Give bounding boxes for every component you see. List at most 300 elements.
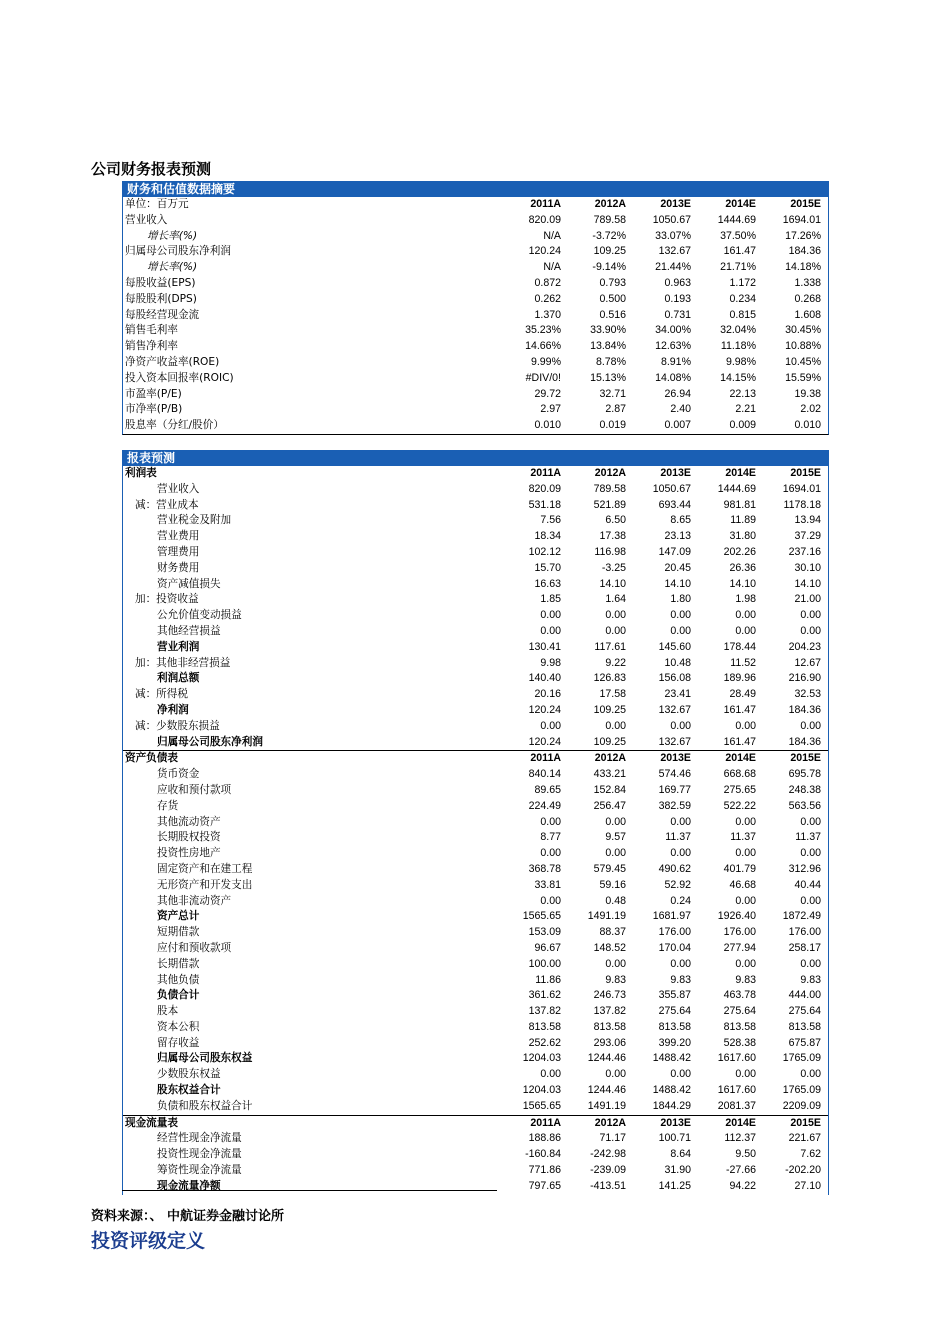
row-value: 0.963 [664,276,691,289]
forecast-table [122,450,829,1195]
row-value: 14.10 [599,577,626,590]
row-label: 归属母公司股东净利润 [157,735,263,748]
section-title: 现金流量表 [125,1116,178,1129]
row-value: 21.44% [655,261,691,274]
row-value: 15.13% [590,371,626,384]
row-value: 13.84% [590,340,626,353]
row-value: -239.09 [590,1164,626,1177]
col-header: 2015E [790,467,821,479]
row-label: 减：所得税 [135,688,188,701]
row-value: 37.50% [720,229,756,242]
row-value: 0.00 [735,847,756,860]
row-value: 109.25 [593,245,626,258]
col-header: 2011A [530,752,561,765]
row-value: 100.71 [658,1132,691,1145]
row-value: 117.61 [594,640,626,653]
row-value: 109.25 [593,703,626,716]
row-value: 9.57 [605,831,626,844]
row-value: 14.10 [664,577,691,590]
row-value: 109.25 [593,735,626,748]
table-row [123,1179,828,1195]
table-row [123,1083,828,1099]
row-value: 0.00 [735,957,756,970]
row-value: 0.007 [664,419,691,432]
row-label: 无形资产和开发支出 [157,878,253,891]
col-header: 2013E [660,467,691,479]
table-row [123,973,828,989]
row-value: 0.793 [599,276,626,289]
unit-label: 单位：百万元 [125,198,189,210]
row-value: 9.83 [800,973,821,986]
row-label: 加：投资收益 [135,593,199,606]
row-label: 资本公积 [157,1020,200,1033]
row-label: 其他流动资产 [157,815,221,828]
row-value: 293.06 [593,1036,626,1049]
row-value: 0.24 [670,894,691,907]
row-value: 275.64 [723,1005,756,1018]
row-value: 579.45 [593,862,626,875]
row-value: 33.07% [655,229,691,242]
table-row [123,957,828,973]
row-value: 563.56 [788,799,821,812]
row-value: 0.00 [670,719,691,732]
row-value: 26.36 [729,561,756,574]
row-value: 433.21 [593,768,626,781]
forecast-header: 报表预测 [123,450,828,466]
row-value: 71.17 [599,1132,626,1145]
row-value: 1694.01 [782,482,821,495]
row-label: 现金流量净额 [157,1179,221,1192]
row-value: 13.94 [794,514,821,527]
row-value: 797.65 [528,1179,561,1192]
table-row [123,1163,828,1179]
row-value: 19.38 [794,387,821,400]
row-value: 9.99% [530,355,561,368]
row-value: 401.79 [723,862,756,875]
row-value: 0.268 [794,292,821,305]
row-value: 2.40 [670,403,691,416]
row-value: 169.77 [658,783,691,796]
row-value: 21.00 [794,593,821,606]
table-row [123,1147,828,1163]
row-value: 1765.09 [782,1084,821,1097]
row-value: 0.00 [605,719,626,732]
col-header: 2011A [530,1116,561,1129]
row-value: 0.00 [605,1068,626,1081]
row-value: 94.22 [729,1179,756,1192]
row-value: 277.94 [723,941,756,954]
row-value: 31.90 [664,1164,691,1177]
row-value: 1.64 [605,593,626,606]
table-row [123,671,828,687]
row-value: 574.46 [658,768,691,781]
table-row [123,371,828,387]
row-value: 10.48 [664,656,691,669]
table-row [123,1067,828,1083]
col-header: 2014E [725,1116,756,1129]
row-value: 252.62 [528,1036,561,1049]
table-row [123,767,828,783]
row-value: 52.92 [664,878,691,891]
row-label: 营业收入 [125,213,168,226]
row-value: 137.82 [528,1005,561,1018]
col-header: 2014E [725,752,756,765]
row-value: 89.65 [534,783,561,796]
row-value: 148.52 [593,941,626,954]
row-value: 2.02 [800,403,821,416]
row-label: 减：少数股东损益 [135,719,220,732]
row-value: 0.516 [599,308,626,321]
section-title: 利润表 [125,467,157,479]
col-header: 2013E [660,198,691,210]
col-header: 2013E [660,752,691,765]
table-row [123,862,828,878]
row-value: 1491.19 [587,910,626,923]
table-row [123,482,828,498]
row-value: 178.44 [723,640,756,653]
row-value: 20.45 [664,561,691,574]
row-value: 0.00 [800,815,821,828]
row-value: 1050.67 [652,482,691,495]
row-value: 789.58 [593,482,626,495]
row-value: N/A [543,261,561,274]
section-title: 资产负债表 [125,752,178,765]
row-value: 120.24 [528,245,561,258]
row-value: 0.00 [670,609,691,622]
row-value: 9.83 [735,973,756,986]
table-bottom-rule [122,1190,497,1191]
row-value: 161.47 [723,245,756,258]
row-value: 1844.29 [652,1099,691,1112]
row-value: 1681.97 [652,910,691,923]
table-row [123,1036,828,1052]
row-label: 固定资产和在建工程 [157,862,253,875]
row-value: 820.09 [528,213,561,226]
row-value: 813.58 [593,1020,626,1033]
row-value: 7.62 [800,1148,821,1161]
row-value: -413.51 [590,1179,626,1192]
row-value: 35.23% [525,324,561,337]
row-value: 189.96 [723,672,756,685]
table-row [123,1020,828,1036]
row-label: 负债和股东权益合计 [157,1099,253,1112]
row-value: 116.98 [594,545,626,558]
row-value: 0.00 [670,1068,691,1081]
row-value: 156.08 [658,672,691,685]
row-value: 153.09 [528,926,561,939]
row-value: 184.36 [788,703,821,716]
row-value: 221.67 [788,1132,821,1145]
row-value: 1565.65 [522,1099,561,1112]
row-value: 521.89 [593,498,626,511]
col-header: 2012A [594,198,626,210]
row-value: 1872.49 [782,910,821,923]
row-label: 每股收益(EPS) [125,276,196,289]
row-value: 1.608 [794,308,821,321]
row-value: 204.23 [788,640,821,653]
table-row [123,799,828,815]
row-value: 0.00 [735,609,756,622]
row-value: 2081.37 [717,1099,756,1112]
row-label: 其他非流动资产 [157,894,232,907]
row-value: 1491.19 [587,1099,626,1112]
row-value: 88.37 [599,926,626,939]
row-value: 0.00 [800,957,821,970]
row-value: 33.90% [590,324,626,337]
table-row [123,276,828,292]
row-value: 237.16 [788,545,821,558]
row-value: 161.47 [723,703,756,716]
row-label: 存货 [157,799,179,812]
row-value: 120.24 [528,703,561,716]
row-value: 771.86 [528,1164,561,1177]
row-value: 32.71 [599,387,626,400]
row-value: 224.49 [528,799,561,812]
row-label: 市盈率(P/E) [125,387,182,400]
row-value: 0.00 [540,894,561,907]
row-value: 140.40 [528,672,561,685]
table-row [123,1004,828,1020]
row-value: 9.50 [735,1148,756,1161]
col-header: 2012A [594,1116,626,1129]
row-value: 813.58 [528,1020,561,1033]
row-value: 490.62 [658,862,691,875]
table-row [123,418,828,434]
row-label: 每股股利(DPS) [125,292,197,305]
col-header: 2014E [725,198,756,210]
col-header: 2012A [594,467,626,479]
summary-header: 财务和估值数据摘要 [123,181,828,197]
row-value: 22.13 [729,387,756,400]
row-value: 8.77 [540,831,561,844]
row-value: 9.83 [670,973,691,986]
row-value: 355.87 [658,989,691,1002]
row-value: 1204.03 [522,1052,561,1065]
table-row [123,355,828,371]
row-value: 9.22 [605,656,626,669]
row-value: 17.26% [785,229,821,242]
row-value: 15.70 [534,561,561,574]
row-value: 0.00 [670,957,691,970]
row-value: 399.20 [658,1036,691,1049]
row-value: 28.49 [729,688,756,701]
row-value: -3.25 [601,561,626,574]
row-value: 132.67 [658,735,691,748]
row-label: 公允价值变动损益 [157,609,242,622]
table-row [123,608,828,624]
row-value: 126.83 [593,672,626,685]
row-value: 1444.69 [717,482,756,495]
row-value: 59.16 [599,878,626,891]
row-value: 463.78 [723,989,756,1002]
row-value: 0.00 [735,815,756,828]
row-value: 0.00 [735,1068,756,1081]
table-row [123,1051,828,1067]
table-row [123,529,828,545]
table-row [123,513,828,529]
row-value: 1204.03 [522,1084,561,1097]
row-label: 每股经营现金流 [125,308,200,321]
row-label: 应收和预付款项 [157,783,232,796]
row-value: 10.88% [785,340,821,353]
row-value: 37.29 [794,530,821,543]
table-row [123,498,828,514]
table-row [123,735,828,751]
row-value: 813.58 [788,1020,821,1033]
row-value: 531.18 [528,498,561,511]
row-value: 693.44 [658,498,691,511]
row-label: 筹资性现金净流量 [157,1164,242,1177]
table-row [123,229,828,245]
row-value: 176.00 [658,926,691,939]
row-value: 0.00 [800,609,821,622]
row-value: 176.00 [723,926,756,939]
table-row [123,894,828,910]
row-label: 资产减值损失 [157,577,221,590]
row-value: 0.00 [800,1068,821,1081]
row-value: 21.71% [720,261,756,274]
row-value: 30.10 [794,561,821,574]
row-label: 其他经营损益 [157,624,221,637]
table-row [123,387,828,403]
row-value: 176.00 [788,926,821,939]
row-label: 财务费用 [157,561,200,574]
row-label: 营业税金及附加 [157,514,232,527]
row-label: 股息率（分红/股价） [125,419,224,432]
row-value: 184.36 [788,245,821,258]
row-value: 141.25 [658,1179,691,1192]
row-value: 33.81 [534,878,561,891]
row-value: 0.00 [540,609,561,622]
row-value: 275.64 [658,1005,691,1018]
row-value: 14.15% [720,371,756,384]
row-value: 16.63 [534,577,561,590]
row-value: 27.10 [794,1179,821,1192]
row-value: 981.81 [723,498,756,511]
row-value: 1.85 [540,593,561,606]
summary-column-header [123,197,828,213]
row-label: 营业费用 [157,530,200,543]
row-value: 8.64 [670,1148,691,1161]
col-header: 2011A [530,198,561,210]
row-value: 0.500 [599,292,626,305]
row-label: 管理费用 [157,545,200,558]
table-row [123,244,828,260]
row-value: #DIV/0! [525,371,561,384]
row-label: 增长率(%) [147,261,198,274]
row-value: 23.13 [664,530,691,543]
row-value: 2.21 [735,403,756,416]
row-label: 长期股权投资 [157,831,221,844]
col-header: 2015E [790,752,821,765]
row-value: 2209.09 [782,1099,821,1112]
row-value: 368.78 [528,862,561,875]
row-value: 0.00 [800,719,821,732]
row-label: 归属母公司股东权益 [157,1052,253,1065]
row-value: 813.58 [723,1020,756,1033]
row-value: 1765.09 [782,1052,821,1065]
row-value: 23.41 [664,688,691,701]
row-value: 256.47 [593,799,626,812]
summary-rows [123,213,828,434]
row-value: 0.48 [605,894,626,907]
row-label: 归属母公司股东净利润 [125,245,231,258]
row-value: 2.87 [605,403,626,416]
row-value: 1488.42 [652,1052,691,1065]
row-label: 负债合计 [157,989,200,1002]
row-value: 382.59 [658,799,691,812]
row-value: 0.234 [729,292,756,305]
row-value: 34.00% [655,324,691,337]
row-value: 0.009 [729,419,756,432]
table-row [123,719,828,735]
row-value: 9.83 [605,973,626,986]
row-value: 0.00 [670,815,691,828]
row-label: 营业利润 [157,640,200,653]
row-value: 0.00 [735,894,756,907]
row-label: 投资性房地产 [157,847,221,860]
row-value: 840.14 [528,768,561,781]
row-label: 减：营业成本 [135,498,199,511]
row-value: 0.262 [534,292,561,305]
row-label: 市净率(P/B) [125,403,183,416]
row-label: 投入资本回报率(ROIC) [125,371,234,384]
page-title: 公司财务报表预测 [91,160,212,178]
row-value: 18.34 [534,530,561,543]
row-value: 14.10 [794,577,821,590]
col-header: 2015E [790,1116,821,1129]
row-value: 1565.65 [522,910,561,923]
section-header [123,750,828,767]
row-value: 0.00 [540,815,561,828]
row-value: 32.04% [720,324,756,337]
row-value: 147.09 [658,545,691,558]
row-value: 17.38 [599,530,626,543]
row-label: 经营性现金净流量 [157,1132,242,1145]
row-value: 258.17 [788,941,821,954]
row-value: 30.45% [785,324,821,337]
row-value: -9.14% [592,261,626,274]
row-label: 净利润 [157,703,189,716]
row-value: 20.16 [534,688,561,701]
row-value: 152.84 [593,783,626,796]
row-label: 营业收入 [157,482,200,495]
row-value: 1926.40 [717,910,756,923]
row-value: 100.00 [528,957,561,970]
row-value: 0.00 [605,957,626,970]
row-value: 188.86 [528,1132,561,1145]
row-label: 少数股东权益 [157,1068,221,1081]
row-value: 26.94 [664,387,691,400]
row-value: 9.98% [725,355,756,368]
row-value: 2.97 [540,403,561,416]
table-row [123,909,828,925]
row-value: 248.38 [788,783,821,796]
row-value: 11.86 [535,973,561,986]
row-value: 444.00 [788,989,821,1002]
row-value: 275.65 [723,783,756,796]
row-value: 0.815 [729,308,756,321]
col-header: 2015E [790,198,821,210]
row-value: 0.00 [670,624,691,637]
row-value: 0.00 [540,847,561,860]
table-row [123,561,828,577]
row-label: 留存收益 [157,1036,200,1049]
row-value: 32.53 [794,688,821,701]
row-value: 14.08% [655,371,691,384]
row-value: 0.010 [794,419,821,432]
col-header: 2014E [725,467,756,479]
